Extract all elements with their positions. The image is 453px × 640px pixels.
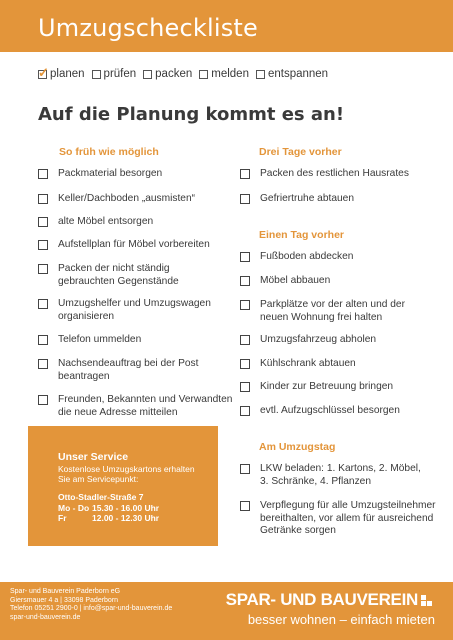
brand-slogan: besser wohnen – einfach mieten (247, 612, 435, 627)
item-checkbox[interactable] (240, 300, 250, 310)
item-label-line: gebrauchten Gegenstände (58, 275, 179, 287)
item-checkbox[interactable] (38, 335, 48, 345)
item-label: Möbel abbauen (260, 275, 331, 286)
hours-day: Mo - Do (58, 503, 90, 513)
item-label: Gefriertruhe abtauen (260, 193, 355, 204)
item-checkbox[interactable] (38, 169, 48, 179)
item-label-line: die neue Adresse mitteilen (58, 406, 178, 418)
brand-logo (226, 590, 432, 610)
page-title: Umzugscheckliste (38, 14, 258, 42)
item-label: evtl. Aufzugschlüssel besorgen (260, 405, 400, 416)
hours-row (58, 513, 159, 523)
checklist-item[interactable] (38, 334, 141, 347)
checklist-item[interactable] (38, 394, 232, 419)
checklist-item[interactable] (38, 216, 153, 229)
step-label: planen (50, 68, 85, 80)
step-label: melden (211, 68, 249, 80)
step-checkbox[interactable] (256, 70, 265, 79)
checklist-item[interactable] (240, 381, 393, 394)
item-label-line: Packen der nicht ständig (58, 263, 170, 274)
item-checkbox[interactable] (38, 395, 48, 405)
section-title-early: So früh wie möglich (59, 146, 159, 158)
checklist-item[interactable] (38, 358, 198, 383)
item-label-line: Freunden, Bekannten und Verwandten (58, 394, 233, 405)
checklist-item[interactable] (240, 358, 356, 371)
step-label: entspannen (267, 68, 329, 80)
step-checkbox[interactable] (38, 64, 49, 80)
checklist-item[interactable] (240, 405, 400, 418)
item-label: Keller/Dachboden „ausmisten“ (58, 193, 196, 204)
item-label-line: Parkplätze vor der alten und der (260, 299, 405, 310)
section-title-moving-day: Am Umzugstag (259, 441, 336, 453)
header-bar (0, 0, 453, 52)
item-label: Telefon ummelden (58, 334, 142, 345)
item-label: Aufstellplan für Möbel vorbereiten (58, 239, 210, 250)
step-checkbox[interactable] (143, 70, 152, 79)
item-label: Umzugsfahrzeug abholen (260, 334, 377, 345)
checklist-item[interactable] (240, 500, 436, 538)
checklist-item[interactable] (38, 263, 179, 288)
item-label-line: LKW beladen: 1. Kartons, 2. Möbel, (260, 463, 421, 474)
checklist-item[interactable] (240, 193, 354, 206)
item-checkbox[interactable] (240, 382, 250, 392)
footer-bar (0, 582, 453, 640)
footer-phone-email[interactable]: Telefon 05251 2900-0 | info@spar-und-bauverein.de (10, 605, 173, 613)
footer-address: Giersmauer 4 a | 33098 Paderborn (10, 596, 119, 604)
step-checkbox[interactable] (92, 70, 101, 79)
logo-squares-icon (421, 595, 432, 606)
item-label-line: bereithalten, vor allem für ausreichend (260, 512, 434, 524)
step-entspannen[interactable] (256, 68, 328, 80)
item-checkbox[interactable] (240, 194, 250, 204)
service-text-line: Sie am Servicepunkt: (58, 474, 139, 484)
item-checkbox[interactable] (38, 299, 48, 309)
item-label-line: Umzugshelfer und Umzugswagen (58, 298, 211, 309)
section-title-one-day: Einen Tag vorher (259, 229, 344, 241)
service-text-line: Kostenlose Umzugskartons erhalten (58, 464, 195, 474)
item-checkbox[interactable] (38, 194, 48, 204)
service-description (58, 464, 218, 484)
hours-row (58, 503, 159, 513)
item-label: Packmaterial besorgen (58, 168, 163, 179)
item-checkbox[interactable] (240, 501, 250, 511)
service-address: Otto-Stadler-Straße 7 (58, 492, 144, 502)
step-melden[interactable] (199, 68, 249, 80)
checklist-item[interactable] (240, 334, 376, 347)
item-label-line: Verpflegung für alle Umzugsteilnehmer (260, 500, 436, 511)
service-title: Unser Service (58, 451, 129, 463)
hours-time: 15.30 - 16.00 Uhr (92, 503, 160, 513)
main-heading: Auf die Planung kommt es an! (38, 104, 345, 125)
item-checkbox[interactable] (240, 464, 250, 474)
checklist-item[interactable] (240, 251, 353, 264)
item-label: Packen des restlichen Hausrates (260, 168, 409, 179)
item-checkbox[interactable] (240, 276, 250, 286)
step-label: packen (155, 68, 193, 80)
step-planen[interactable] (38, 64, 85, 80)
item-label-line: beantragen (58, 370, 110, 382)
item-checkbox[interactable] (240, 359, 250, 369)
item-label-line: neuen Wohnung frei halten (260, 311, 383, 323)
item-label: Kinder zur Betreuung bringen (260, 381, 394, 392)
item-checkbox[interactable] (240, 406, 250, 416)
footer-company: Spar- und Bauverein Paderborn eG (10, 588, 121, 595)
section-title-three-days: Drei Tage vorher (259, 146, 342, 158)
footer-website-link[interactable]: spar-und-bauverein.de (10, 613, 81, 621)
item-label: alte Möbel entsorgen (58, 216, 154, 227)
checklist-item[interactable] (38, 239, 210, 252)
item-checkbox[interactable] (38, 264, 48, 274)
service-box (28, 426, 218, 546)
progress-steps (38, 66, 335, 82)
item-label-line: Nachsendeauftrag bei der Post (58, 358, 199, 369)
hours-time: 12.00 - 12.30 Uhr (92, 513, 160, 523)
checklist-item[interactable] (240, 275, 330, 288)
service-hours (58, 503, 159, 523)
item-checkbox[interactable] (38, 240, 48, 250)
step-pruefen[interactable] (92, 68, 137, 80)
brand-name: SPAR- UND BAUVEREIN (225, 590, 418, 609)
checklist-item[interactable] (240, 463, 421, 488)
item-label-line: Getränke sorgen (260, 525, 336, 536)
checklist-item[interactable] (38, 168, 162, 181)
checklist-item[interactable] (38, 193, 195, 206)
item-checkbox[interactable] (240, 169, 250, 179)
item-label-line: 3. Schränke, 4. Pflanzen (260, 475, 371, 487)
item-label: Kühlschrank abtauen (260, 358, 356, 369)
item-label-line: organisieren (58, 310, 115, 322)
hours-day: Fr (58, 513, 67, 523)
checkmark-icon: ✓ (38, 64, 49, 80)
step-packen[interactable] (143, 68, 192, 80)
item-checkbox[interactable] (240, 252, 250, 262)
footer-contact (10, 588, 172, 622)
checklist-item[interactable] (38, 298, 211, 323)
item-checkbox[interactable] (240, 335, 250, 345)
step-label: prüfen (103, 68, 137, 80)
item-label: Fußboden abdecken (260, 251, 354, 262)
step-checkbox[interactable] (199, 70, 208, 79)
item-checkbox[interactable] (38, 359, 48, 369)
item-checkbox[interactable] (38, 217, 48, 227)
checklist-item[interactable] (240, 168, 409, 181)
checklist-item[interactable] (240, 299, 405, 324)
